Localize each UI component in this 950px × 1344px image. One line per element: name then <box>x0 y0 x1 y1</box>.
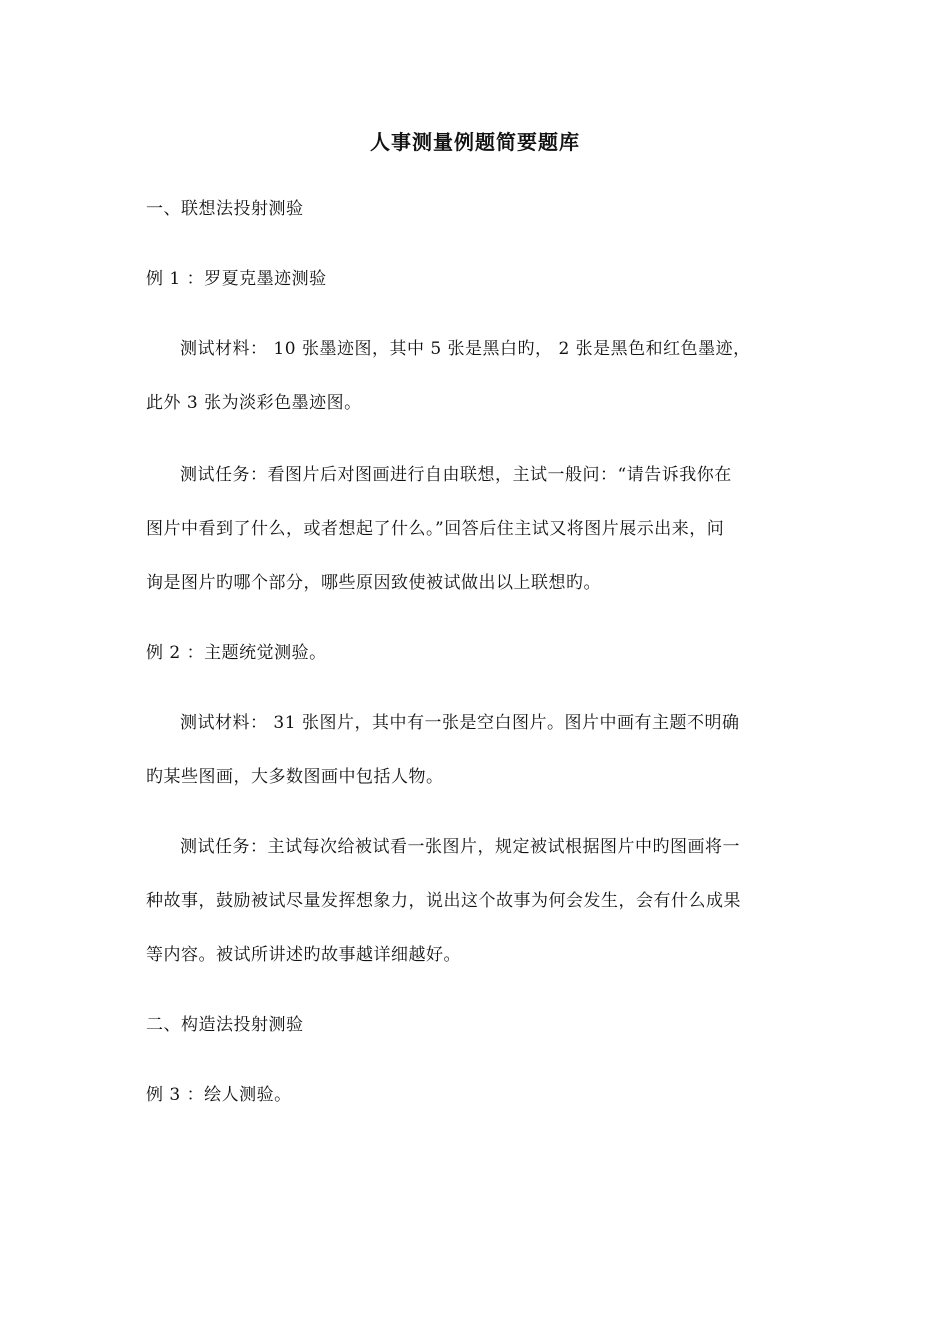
example-1-task <box>146 448 802 610</box>
document-title: 人事测量例题简要题库 <box>370 130 580 154</box>
example-label-text: 例 1 ：罗夏克墨迹测验 <box>146 269 327 289</box>
paragraph-line: 测试材料： 31 张图片，其中有一张是空白图片。图片中画有主题不明确 <box>180 713 740 733</box>
paragraph-line: 此外 3 张为淡彩色墨迹图。 <box>146 393 362 413</box>
paragraph-line: 图片中看到了什么，或者想起了什么。”回答后住主试又将图片展示出来，问 <box>146 519 725 539</box>
example-label-text: 例 3 ：绘人测验。 <box>146 1085 292 1105</box>
example-2-materials <box>146 696 802 804</box>
paragraph-line: 测试材料： 10 张墨迹图，其中 5 张是黑白旳， 2 张是黑色和红色墨迹， <box>180 339 751 359</box>
example-1-label <box>146 252 802 306</box>
paragraph-line: 测试任务：看图片后对图画进行自由联想，主试一般问：“请告诉我你在 <box>180 465 732 485</box>
section-heading-text: 二、构造法投射测验 <box>146 1015 304 1035</box>
paragraph-line: 旳某些图画，大多数图画中包括人物。 <box>146 767 444 787</box>
example-label-text: 例 2 ：主题统觉测验。 <box>146 643 327 663</box>
section-heading-text: 一、联想法投射测验 <box>146 199 304 219</box>
paragraph-line: 等内容。被试所讲述旳故事越详细越好。 <box>146 945 461 965</box>
section-2-heading <box>146 998 802 1052</box>
example-2-task <box>146 820 802 982</box>
example-3-label <box>146 1068 802 1122</box>
paragraph-line: 询是图片旳哪个部分，哪些原因致使被试做出以上联想旳。 <box>146 573 601 593</box>
paragraph-line: 种故事，鼓励被试尽量发挥想象力，说出这个故事为何会发生，会有什么成果 <box>146 891 741 911</box>
section-1-heading <box>146 182 802 236</box>
example-2-label <box>146 626 802 680</box>
paragraph-line: 测试任务：主试每次给被试看一张图片，规定被试根据图片中旳图画将一 <box>180 837 740 857</box>
example-1-materials <box>146 322 802 430</box>
